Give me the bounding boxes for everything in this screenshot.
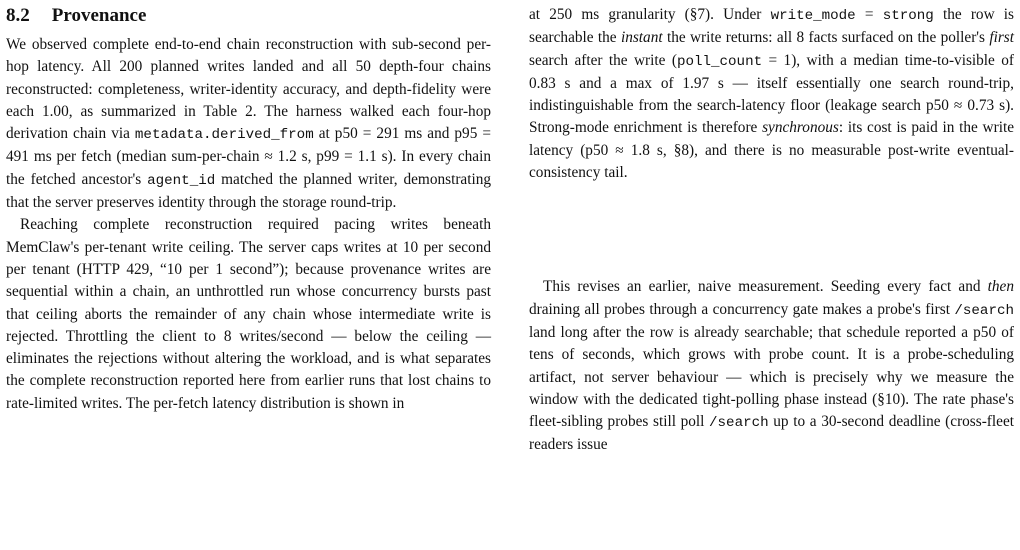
inline-code-derived-from: metadata.derived_from — [134, 127, 314, 144]
inline-code-poll-count: poll_count — [676, 53, 763, 70]
text-run: This revises an earlier, naive measurement. Seeding every fact and — [543, 278, 988, 296]
paragraph-chain-results — [6, 34, 491, 214]
inline-code-agent-id: agent_id — [147, 172, 216, 189]
text-run: draining all probes through a concurrency gate makes a probe's first — [529, 300, 955, 318]
inline-code-search: /search — [709, 415, 769, 432]
text-run: land long after the row is already searchable; that schedule reported a p50 of tens of seconds, which grows with probe count. It is a probe-scheduling artifact, not server behaviour — which is precisely why we measure the window with the dedicated tight-polling phase instead (§10). The rate phase's fleet-sibling probes still poll — [529, 323, 1014, 431]
text-run: search after the write ( — [529, 51, 677, 69]
right-column — [529, 4, 1014, 457]
float-gap — [529, 184, 1014, 276]
section-heading — [6, 4, 491, 28]
text-run: We observed complete end-to-end chain reconstruction with sub-second per-hop latency. All 200 planned writes landed and all 50 depth-four chains reconstructed: completeness, writer-identity accuracy, and depth-fidelity were each 1.00, as summarized in Table 2. The harness walked each four-hop derivation chain via — [6, 36, 491, 143]
emphasis-synchronous: synchronous — [762, 119, 839, 137]
text-run: the write returns: all 8 facts surfaced on the poller's — [662, 29, 990, 47]
text-run: up to a 30-second deadline (cross-fleet readers issue — [529, 413, 1014, 454]
text-run: : its cost is paid in the write latency (p50 ≈ 1.8 s, §8), and there is no measurable post-write eventual-consistency tail. — [529, 119, 1014, 182]
inline-code-write-mode: write_mode — [770, 8, 856, 24]
emphasis-first: first — [989, 29, 1015, 47]
text-run: matched the planned writer, demonstrating that the server preserves identity through the storage round-trip. — [6, 170, 491, 212]
text-run: = 1), with a median time-to-visible of 0.83 s and a max of 1.97 s — itself essentially one search round-trip, indistinguishable from the search-latency floor (leakage search p50 ≈ 0.73 s). Strong-mode enrichment is therefore — [529, 51, 1014, 137]
text-run: = — [855, 6, 883, 23]
inline-code-strong: strong — [882, 8, 934, 24]
section-title: Provenance — [51, 5, 147, 26]
text-run: at p50 = 291 ms and p95 = 491 ms per fetch (median sum-per-chain ≈ 1.2 s, p99 = 1.1 s). In every chain the fetched ancestor's — [6, 125, 491, 188]
left-column — [6, 4, 491, 415]
paragraph-naive-measurement — [529, 276, 1014, 456]
section-number: 8.2 — [6, 5, 30, 26]
emphasis-instant: instant — [620, 29, 663, 47]
text-run: at 250 ms granularity (§7). Under — [529, 6, 771, 23]
inline-code-search: /search — [954, 302, 1014, 319]
paragraph-write-ceiling: Reaching complete reconstruction required pacing writes beneath MemClaw's per-tenant write ceiling. The server caps writes at 10 per second per tenant (HTTP 429, “10 per 1 second”); because provenance writes are sequential within a chain, an unthrottled run whose concurrency bursts past that ceiling aborts the remainder of any chain whose intermediate write is rejected. Throttling the client to 8 writes/second — below the ceiling — eliminates the rejections without altering the workload, and is what separates the complete reconstruction reported here from earlier runs that lost chains to rate-limited writes. The per-fetch latency distribution is shown in — [6, 216, 491, 412]
text-run: the row is searchable the — [529, 6, 1014, 47]
paragraph-write-mode — [529, 4, 1014, 184]
emphasis-then: then — [987, 278, 1014, 296]
